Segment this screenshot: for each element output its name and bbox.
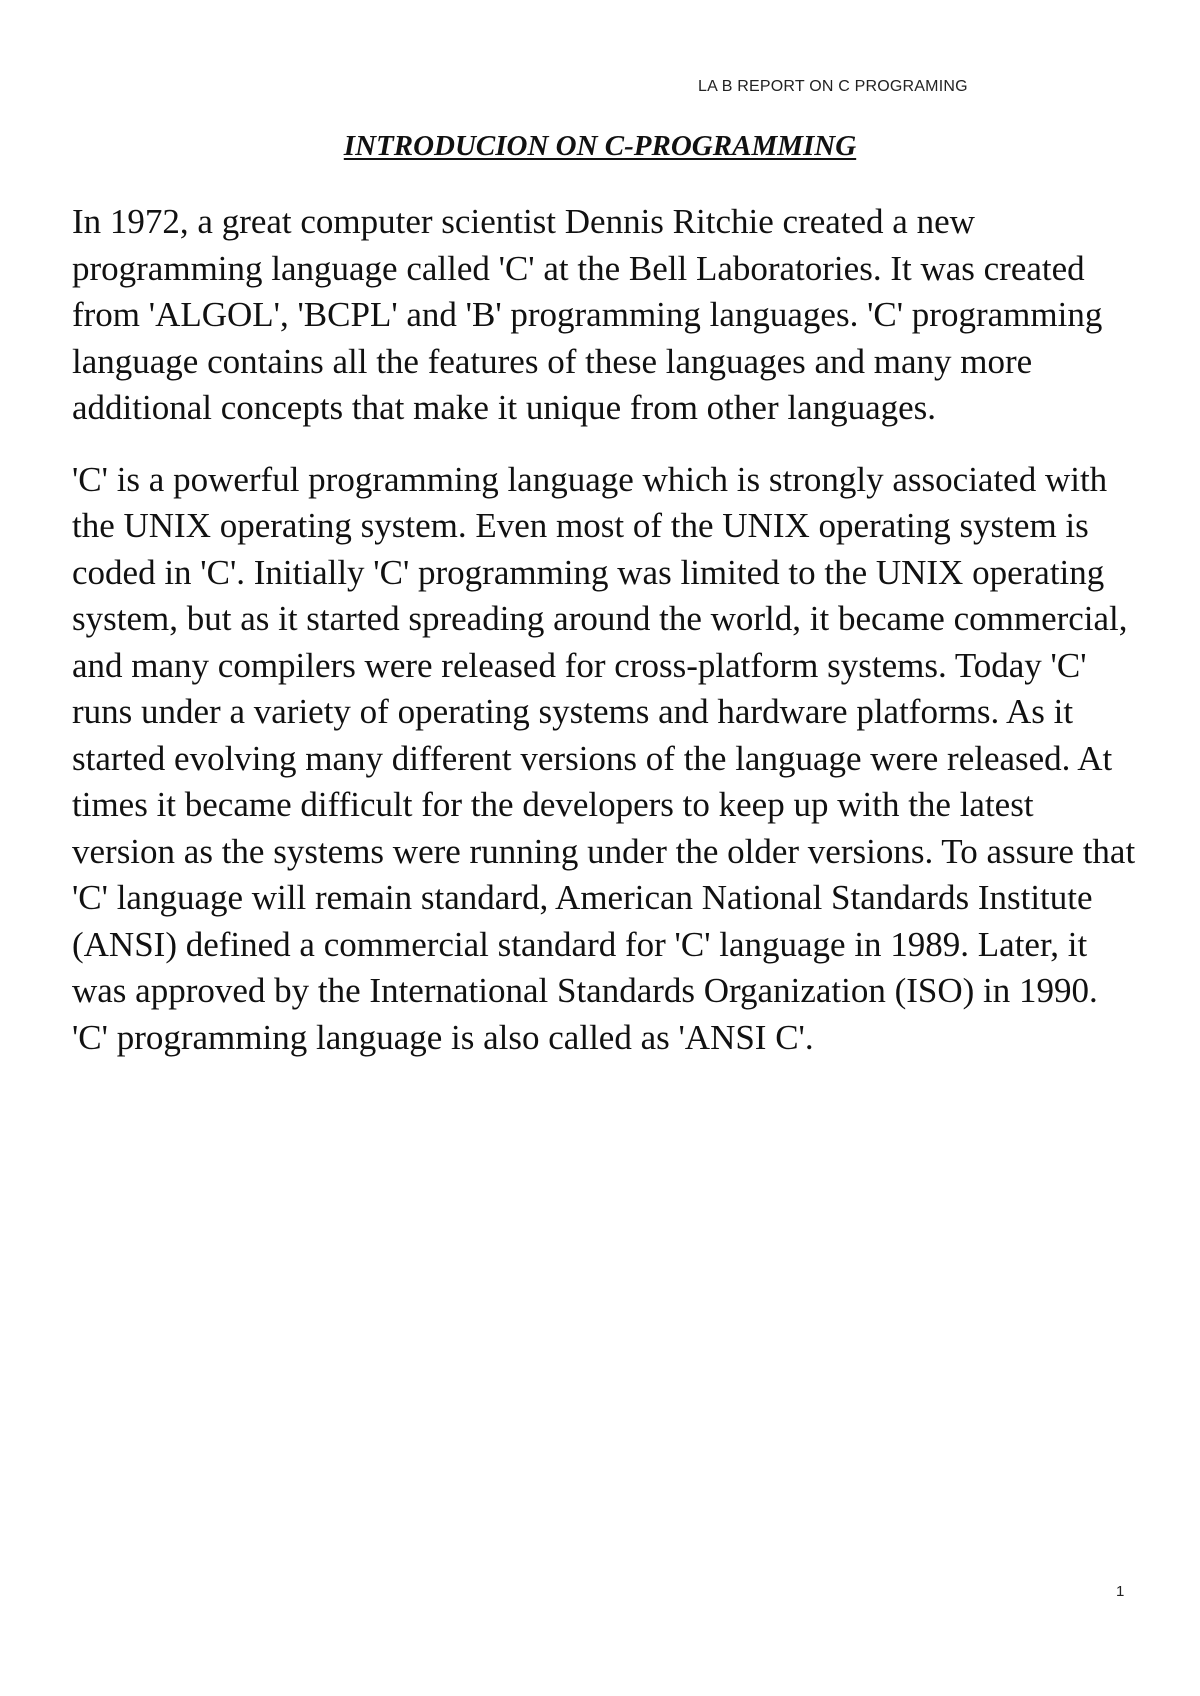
- document-title: INTRODUCION ON C-PROGRAMMING: [343, 130, 857, 162]
- paragraph-intro: In 1972, a great computer scientist Dennis Ritchie created a new programming language called 'C' at the Bell Laboratories. It was created from 'ALGOL', 'BCPL' and 'B' programming languages. 'C' programming language contains all the features of these languages and many more additional concepts that make it unique from other languages.: [72, 202, 1103, 427]
- running-header: LA B REPORT ON C PROGRAMING: [698, 78, 968, 95]
- document-body: [72, 199, 1142, 1086]
- paragraph-history: 'C' is a powerful programming language which is strongly associated with the UNIX operating system. Even most of the UNIX operating system is coded in 'C'. Initially 'C' programming was limited to the UNIX operating system, but as it started spreading around the world, it became commercial, and many compilers were released for cross-platform systems. Today 'C' runs under a variety of operating systems and hardware platforms. As it started evolving many different versions of the language were released. At times it became difficult for the developers to keep up with the latest version as the systems were running under the older versions. To assure that 'C' language will remain standard, American National Standards Institute (ANSI) defined a commercial standard for 'C' language in 1989. Later, it was approved by the International Standards Organization (ISO) in 1990. 'C' programming language is also called as 'ANSI C'.: [72, 459, 1136, 1057]
- page-number: 1: [1116, 1583, 1125, 1600]
